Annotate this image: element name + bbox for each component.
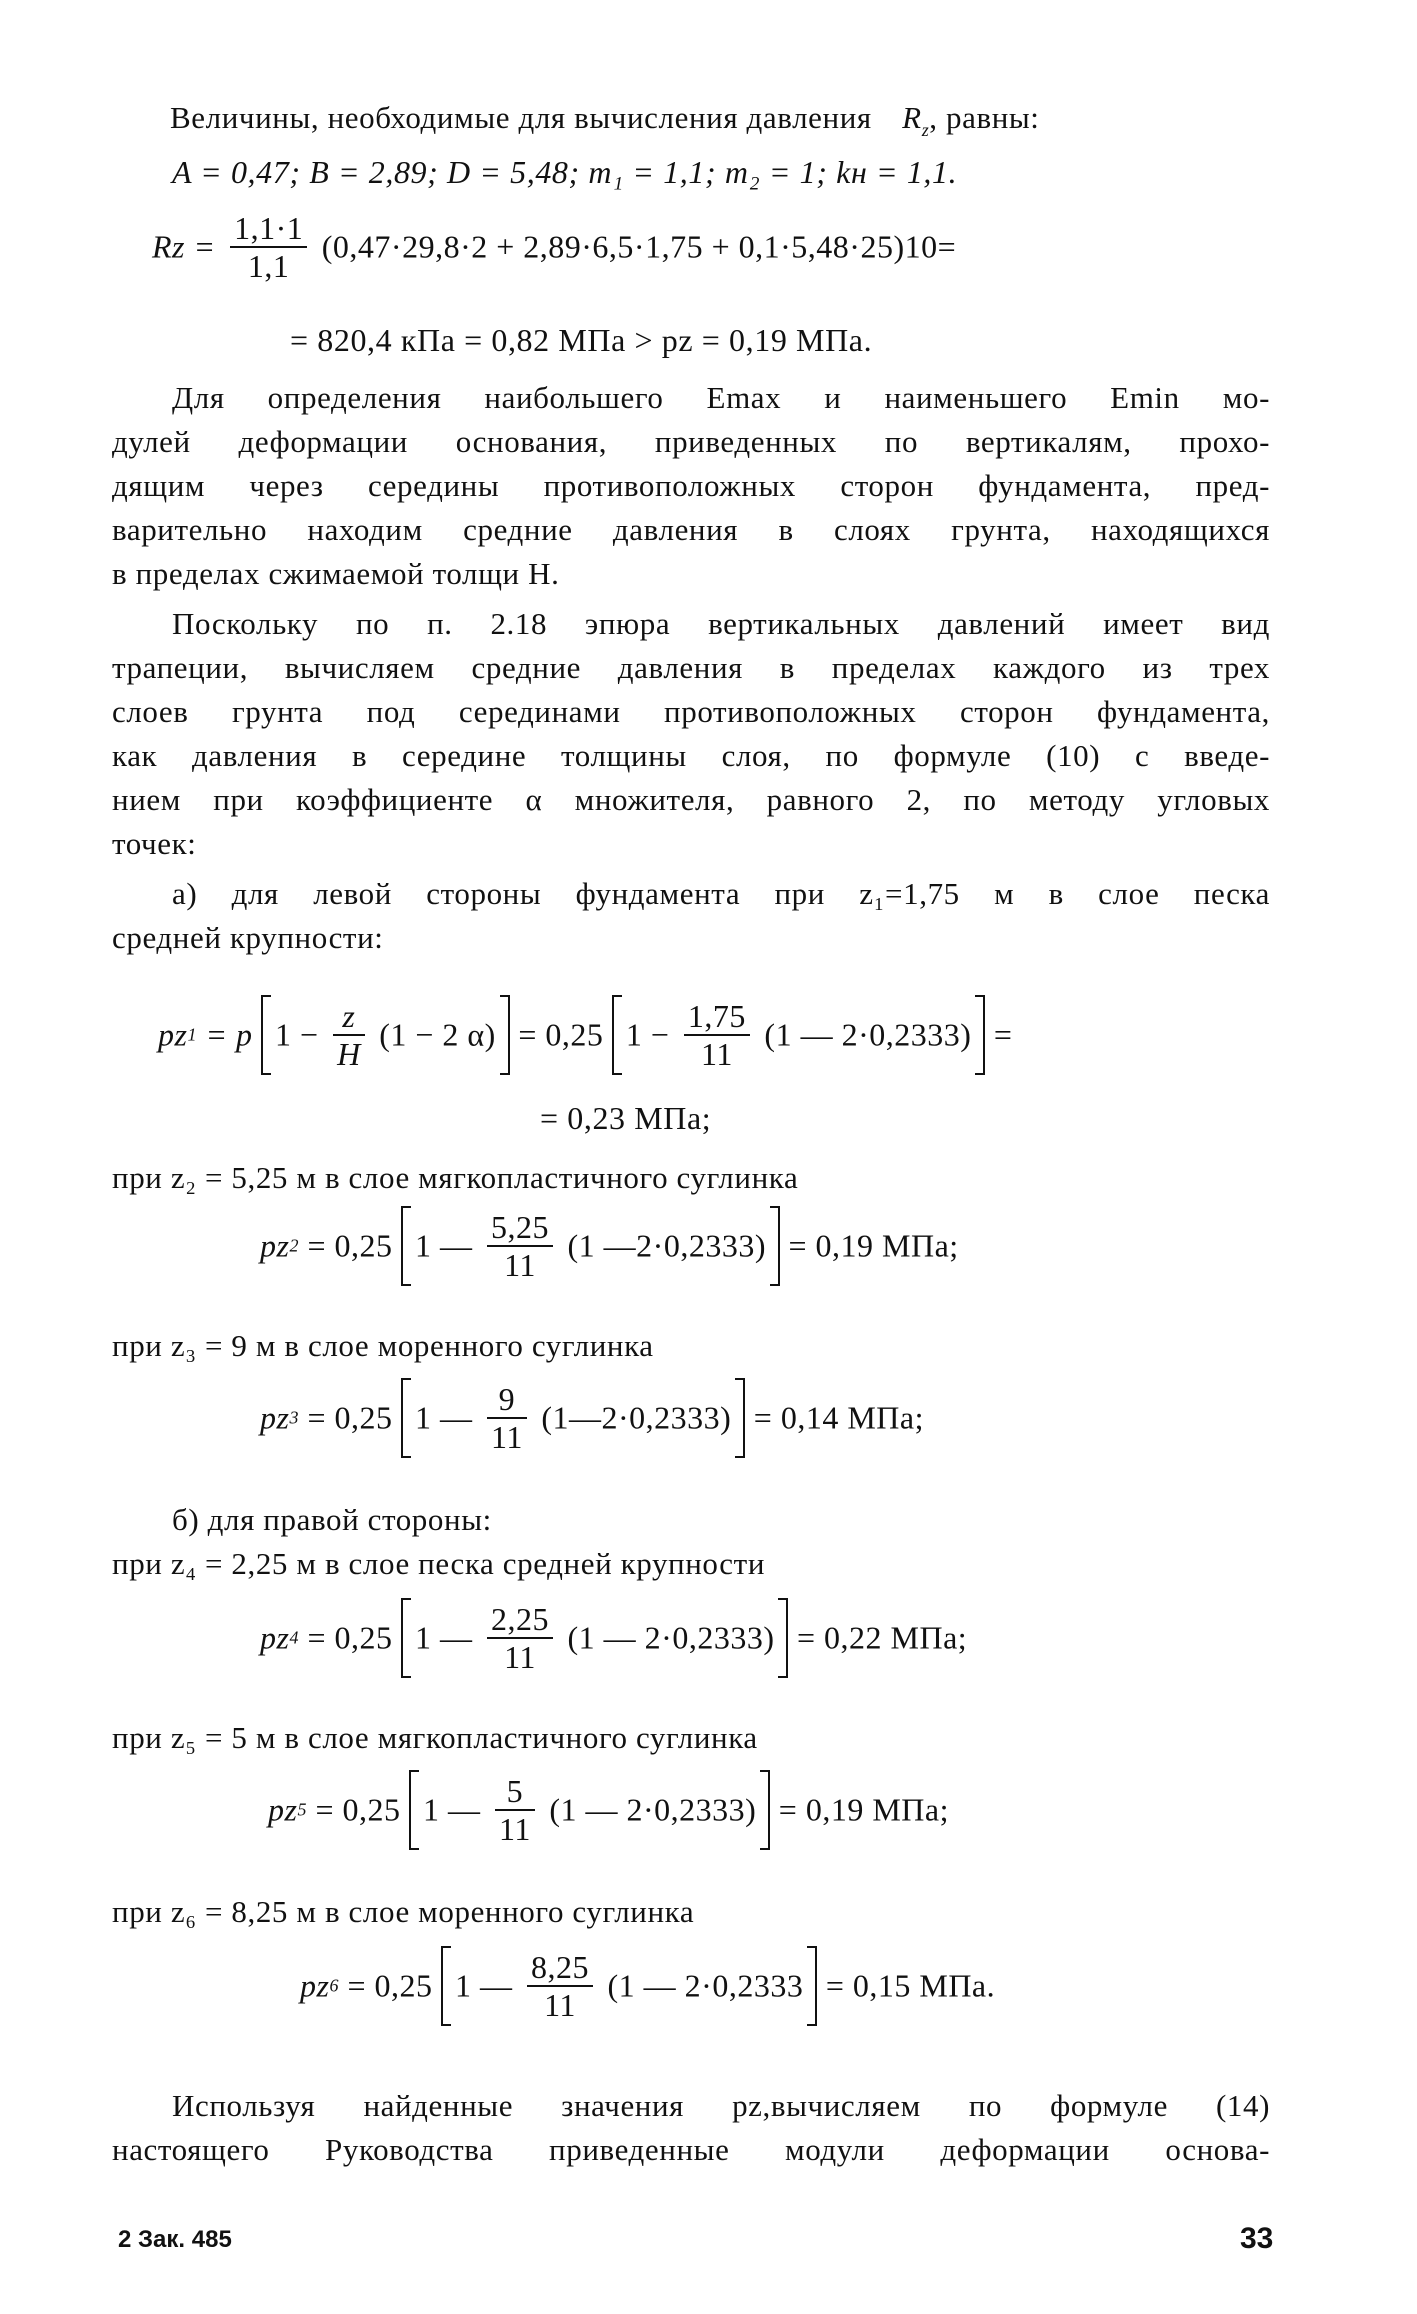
para2-line-4: варительно находим средние давления в слоях грунта, находящихся (112, 512, 1270, 547)
equation-pz3: pz3 = 0,25 1 — $\frac{9}{11}$ (1—2·0,2333) = 0,14 МПа; (260, 1378, 924, 1458)
para3-line-4: как давления в середине толщины слоя, по формуле (10) с введе- (112, 738, 1270, 773)
equation-pz1: pz1 = p 1 − $\frac{z}{H}$ (1 − 2 α) = 0,25 1 − $\frac{1,75}{11}$ (1 — 2·0,2333) = (158, 995, 1012, 1075)
rz-equation: Rz = $\frac{1,1\cdot 1}{1,1}$ (0,47·29,8·2 + 2,89·6,5·1,75 + 0,1·5,48·25)10= (152, 210, 957, 284)
para2-line-3: дящим через середины противоположных сторон фундамента, пред- (112, 468, 1270, 503)
rz-fraction: $\frac{1,1\cdot 1}{1,1}$ (230, 210, 307, 284)
z5-label: при z₅ = 5 м в слое мягкопластичного суглинка (112, 1720, 758, 1755)
z3-label: при z₃ = 9 м в слое моренного суглинка (112, 1328, 654, 1363)
para3-line-1: Поскольку по п. 2.18 эпюра вертикальных давлений имеет вид (172, 606, 1270, 641)
para4-line-2: настоящего Руководства приведенные модули деформации основа- (112, 2132, 1270, 2167)
z4-label: при z₄ = 2,25 м в слое песка средней крупности (112, 1546, 766, 1581)
intro-line: Величины, необходимые для вычисления давления $R_z$, равны: (170, 100, 1040, 140)
para3-line-2: трапеции, вычисляем средние давления в пределах каждого из трех (112, 650, 1270, 685)
equation-pz5: pz5 = 0,25 1 — $\frac{5}{11}$ (1 — 2·0,2333) = 0,19 МПа; (268, 1770, 949, 1850)
z2-label: при z₂ = 5,25 м в слое мягкопластичного суглинка (112, 1160, 799, 1195)
constants-line: A = 0,47; B = 2,89; D = 5,48; m₁ = 1,1; m₂ = 1; kн = 1,1. (172, 154, 958, 190)
equation-pz1-result: = 0,23 МПа; (540, 1100, 712, 1136)
equation-pz4: pz4 = 0,25 1 — $\frac{2,25}{11}$ (1 — 2·0,2333) = 0,22 МПа; (260, 1598, 967, 1678)
rz-result: = 820,4 кПа = 0,82 МПа > pz = 0,19 МПа. (290, 322, 873, 358)
page-number: 33 (1240, 2222, 1274, 2255)
item-a-line-1: а) для левой стороны фундамента при z₁=1,75 м в слое песка (172, 876, 1270, 911)
item-b-label: б) для правой стороны: (172, 1502, 492, 1537)
para2-line-1: Для определения наибольшего Emax и наименьшего Emin мо- (172, 380, 1270, 415)
z6-label: при z₆ = 8,25 м в слое моренного суглинка (112, 1894, 695, 1929)
para2-line-5: в пределах сжимаемой толщи H. (112, 556, 560, 591)
footer-order-note: 2 Зак. 485 (118, 2226, 232, 2253)
para3-line-5: нием при коэффициенте α множителя, равного 2, по методу угловых (112, 782, 1270, 817)
para2-line-2: дулей деформации основания, приведенных по вертикалям, прохо- (112, 424, 1270, 459)
para4-line-1: Используя найденные значения pz,вычисляем по формуле (14) (172, 2088, 1270, 2123)
para3-line-6: точек: (112, 826, 197, 861)
equation-pz6: pz6 = 0,25 1 — $\frac{8,25}{11}$ (1 — 2·0,2333 = 0,15 МПа. (300, 1946, 995, 2026)
para3-line-3: слоев грунта под серединами противоположных сторон фундамента, (112, 694, 1270, 729)
item-a-line-2: средней крупности: (112, 920, 384, 955)
equation-pz2: pz2 = 0,25 1 — $\frac{5,25}{11}$ (1 —2·0,2333) = 0,19 МПа; (260, 1206, 959, 1286)
